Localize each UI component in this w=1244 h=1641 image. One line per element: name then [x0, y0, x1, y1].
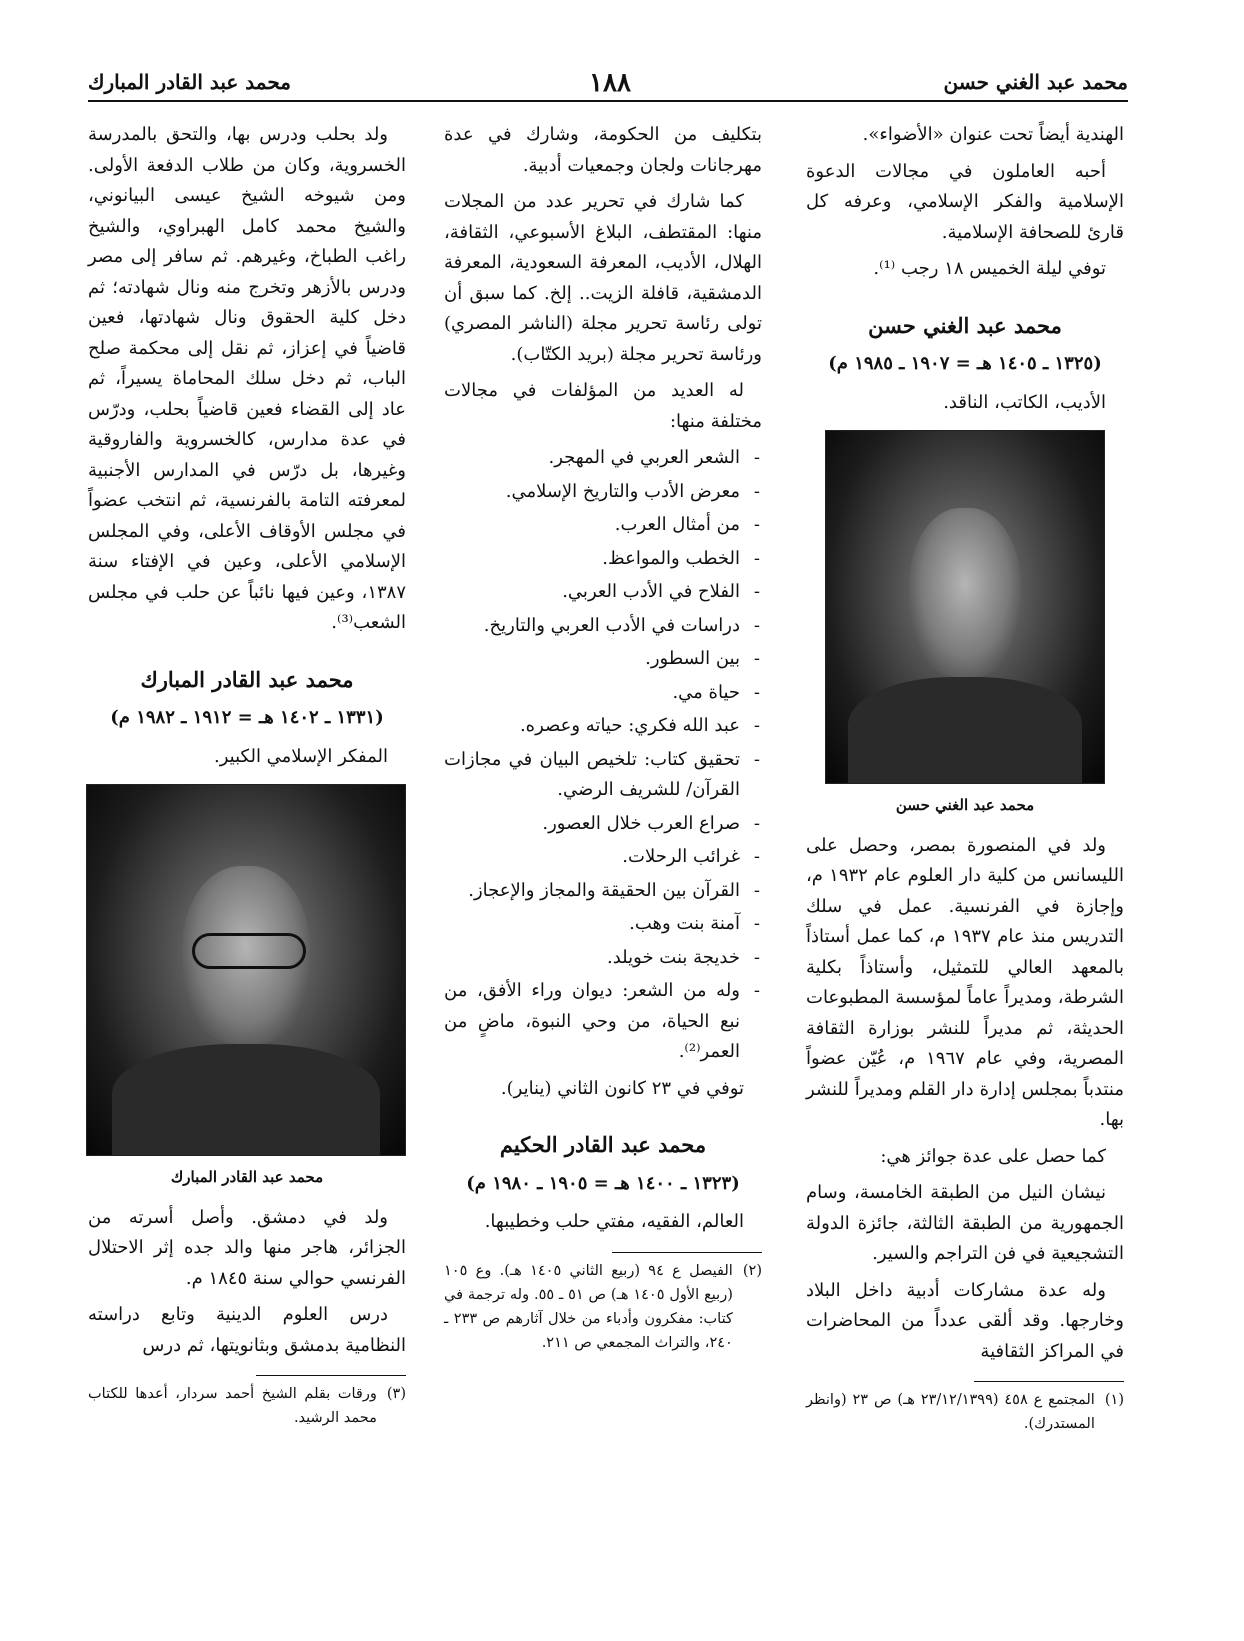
portrait-photo	[825, 430, 1105, 784]
footnote-number: (٣)	[386, 1386, 406, 1402]
bio-dates: (١٣٢٥ ـ ١٤٠٥ هـ = ١٩٠٧ ـ ١٩٨٥ م)	[828, 353, 1102, 374]
list-item: - من أمثال العرب.	[444, 510, 762, 541]
footnote	[88, 1382, 406, 1430]
paragraph: درس العلوم الدينية وتابع دراسته النظامية بدمشق وبثانويتها، ثم درس	[88, 1304, 406, 1356]
bio-role: الأديب، الكاتب، الناقد.	[943, 391, 1106, 413]
paragraph: توفي في ٢٣ كانون الثاني (يناير).	[500, 1077, 744, 1099]
footnote-text: المجتمع ع ٤٥٨ (٢٣/١٢/١٣٩٩ هـ) ص ٢٣ (وانظر المستدرك).	[806, 1392, 1095, 1432]
paragraph: له العديد من المؤلفات في مجالات مختلفة منها:	[444, 380, 762, 432]
paragraph: أحبه العاملون في مجالات الدعوة الإسلامية والفكر الإسلامي، وعرفه كل قارئ للصحافة الإسلامية.	[806, 160, 1124, 243]
list-item: - صراع العرب خلال العصور.	[444, 809, 762, 840]
left-column	[88, 120, 406, 1430]
bio-name: محمد عبد الغني حسن	[868, 312, 1062, 338]
footnote-text: ورقات بقلم الشيخ أحمد سردار، أعدها للكتاب محمد الرشيد.	[88, 1386, 377, 1426]
paragraph: ولد بحلب ودرس بها، والتحق بالمدرسة الخسروية، وكان من طلاب الدفعة الأولى. ومن شيوخه الشيخ عيسى البيانوني، والشيخ محمد كامل الهبراوي، والشيخ راغب الطباخ، وغيرهم. ثم سافر إلى مصر ودرس بالأزهر وتخرج منه ونال شهادته؛ ثم دخل كلية الحقوق ونال شهادتها، فعين قاضياً في إعزاز، ثم نقل إلى محكمة صلح الباب، ثم دخل سلك المحاماة يسيراً، ثم عاد إلى القضاء فعين قاضياً بحلب، ودرّس في عدة مدارس، كالخسروية والفاروقية وغيرها، بل درّس في المدارس الأجنبية لمعرفته التامة بالفرنسية، ثم انتخب عضواً في مجلس الأوقاف الأعلى، وفي المجلس الإسلامي الأعلى، وعين في الإفتاء سنة ١٣٨٧، وعين فيها نائباً عن حلب في مجلس الشعب⁽³⁾.	[88, 124, 406, 633]
glasses-shape	[192, 933, 306, 969]
list-item: - بين السطور.	[444, 644, 762, 675]
works-list	[444, 443, 762, 1068]
list-item: - الفلاح في الأدب العربي.	[444, 577, 762, 608]
paragraph: ولد في دمشق. وأصل أسرته من الجزائر، هاجر منها والد جده إثر الاحتلال الفرنسي حوالي سنة ١٨٤٥ م.	[88, 1206, 406, 1289]
right-running-head: محمد عبد الغني حسن	[943, 70, 1128, 94]
footnote	[806, 1388, 1124, 1436]
shoulders-shape	[112, 1044, 379, 1155]
bio-name: محمد عبد القادر المبارك	[140, 666, 354, 692]
list-item: - معرض الأدب والتاريخ الإسلامي.	[444, 477, 762, 508]
photo-caption: محمد عبد القادر المبارك	[170, 1168, 324, 1186]
portrait-photo	[86, 784, 406, 1156]
list-item: - القرآن بين الحقيقة والمجاز والإعجاز.	[444, 876, 762, 907]
face-shape	[909, 508, 1020, 677]
list-item: - الشعر العربي في المهجر.	[444, 443, 762, 474]
footnote-number: (١)	[1104, 1392, 1124, 1408]
list-item: - تحقيق كتاب: تلخيص البيان في مجازات القرآن/ للشريف الرضي.	[444, 745, 762, 806]
list-item: - وله من الشعر: ديوان وراء الأفق، من نبع الحياة، من وحي النبوة، ماضٍ من العمر⁽²⁾.	[444, 976, 762, 1068]
paragraph: كما حصل على عدة جوائز هي:	[880, 1145, 1106, 1167]
list-item: - غرائب الرحلات.	[444, 842, 762, 873]
list-item: - عبد الله فكري: حياته وعصره.	[444, 711, 762, 742]
bio-role: المفكر الإسلامي الكبير.	[214, 745, 388, 767]
shoulders-shape	[848, 677, 1082, 783]
paragraph: بتكليف من الحكومة، وشارك في عدة مهرجانات ولجان وجمعيات أدبية.	[444, 124, 762, 176]
footnote-rule	[974, 1381, 1124, 1382]
paragraph: توفي ليلة الخميس ١٨ رجب ⁽¹⁾.	[873, 258, 1106, 279]
paragraph: الهندية أيضاً تحت عنوان «الأضواء».	[862, 124, 1124, 145]
list-item: - الخطب والمواعظ.	[444, 544, 762, 575]
footnote-rule	[256, 1375, 406, 1376]
paragraph: نيشان النيل من الطبقة الخامسة، وسام الجمهورية من الطبقة الثالثة، جائزة الدولة التشجيعية في فن التراجم والسير.	[806, 1182, 1124, 1264]
list-item: - دراسات في الأدب العربي والتاريخ.	[444, 611, 762, 642]
bio-role: العالم، الفقيه، مفتي حلب وخطيبها.	[484, 1211, 744, 1232]
footnote-number: (٢)	[742, 1262, 762, 1279]
middle-column	[444, 120, 762, 1355]
footnote-text: الفيصل ع ٩٤ (ربيع الثاني ١٤٠٥ هـ). وع ١٠٥ (ربيع الأول ١٤٠٥ هـ) ص ٥١ ـ ٥٥. وله ترجمة في كتاب: مفكرون وأدباء من خلال آثارهم ص ٢٣٣ ـ ٢٤٠، والتراث المجمعي ص ٢١١.	[444, 1262, 733, 1351]
list-item: - خديجة بنت خويلد.	[444, 943, 762, 974]
paragraph: كما شارك في تحرير عدد من المجلات منها: المقتطف، البلاغ الأسبوعي، الثقافة، الهلال، الأديب، المعرفة السعودية، المعرفة الدمشقية، قافلة الزيت.. إلخ. كما سبق أن تولى رئاسة تحرير مجلة (الناشر المصري) ورئاسة تحرير مجلة (بريد الكتّاب).	[444, 191, 762, 365]
right-column	[806, 120, 1124, 1436]
left-running-head: محمد عبد القادر المبارك	[88, 70, 291, 94]
page-number: ١٨٨	[589, 68, 631, 98]
bio-name: محمد عبد القادر الحكيم	[499, 1132, 707, 1157]
footnote	[444, 1259, 762, 1355]
footnote-rule	[612, 1252, 762, 1253]
paragraph: ولد في المنصورة بمصر، وحصل على الليسانس من كلية دار العلوم عام ١٩٣٢ م، وإجازة في الفرنسية. عمل في سلك التدريس منذ عام ١٩٣٧ م، كما عمل أستاذاً بالمعهد العالي للتمثيل، وأستاذاً بكلية الشرطة، ومديراً عاماً لمؤسسة المطبوعات الحديثة، ثم مديراً للنشر بوزارة الثقافة المصرية، وفي عام ١٩٦٧ م، عُيّن عضواً منتدباً بمجلس إدارة دار القلم ومديراً للنشر بها.	[806, 834, 1124, 1130]
bio-dates: (١٣٣١ ـ ١٤٠٢ هـ = ١٩١٢ ـ ١٩٨٢ م)	[110, 707, 384, 728]
photo-caption: محمد عبد الغني حسن	[895, 796, 1035, 814]
bio-dates: (١٣٢٣ ـ ١٤٠٠ هـ = ١٩٠٥ ـ ١٩٨٠ م)	[466, 1172, 740, 1194]
list-item: - آمنة بنت وهب.	[444, 909, 762, 940]
list-item: - حياة مي.	[444, 678, 762, 709]
paragraph: وله عدة مشاركات أدبية داخل البلاد وخارجها. وقد ألقى عدداً من المحاضرات في المراكز الثقافية	[806, 1279, 1124, 1362]
